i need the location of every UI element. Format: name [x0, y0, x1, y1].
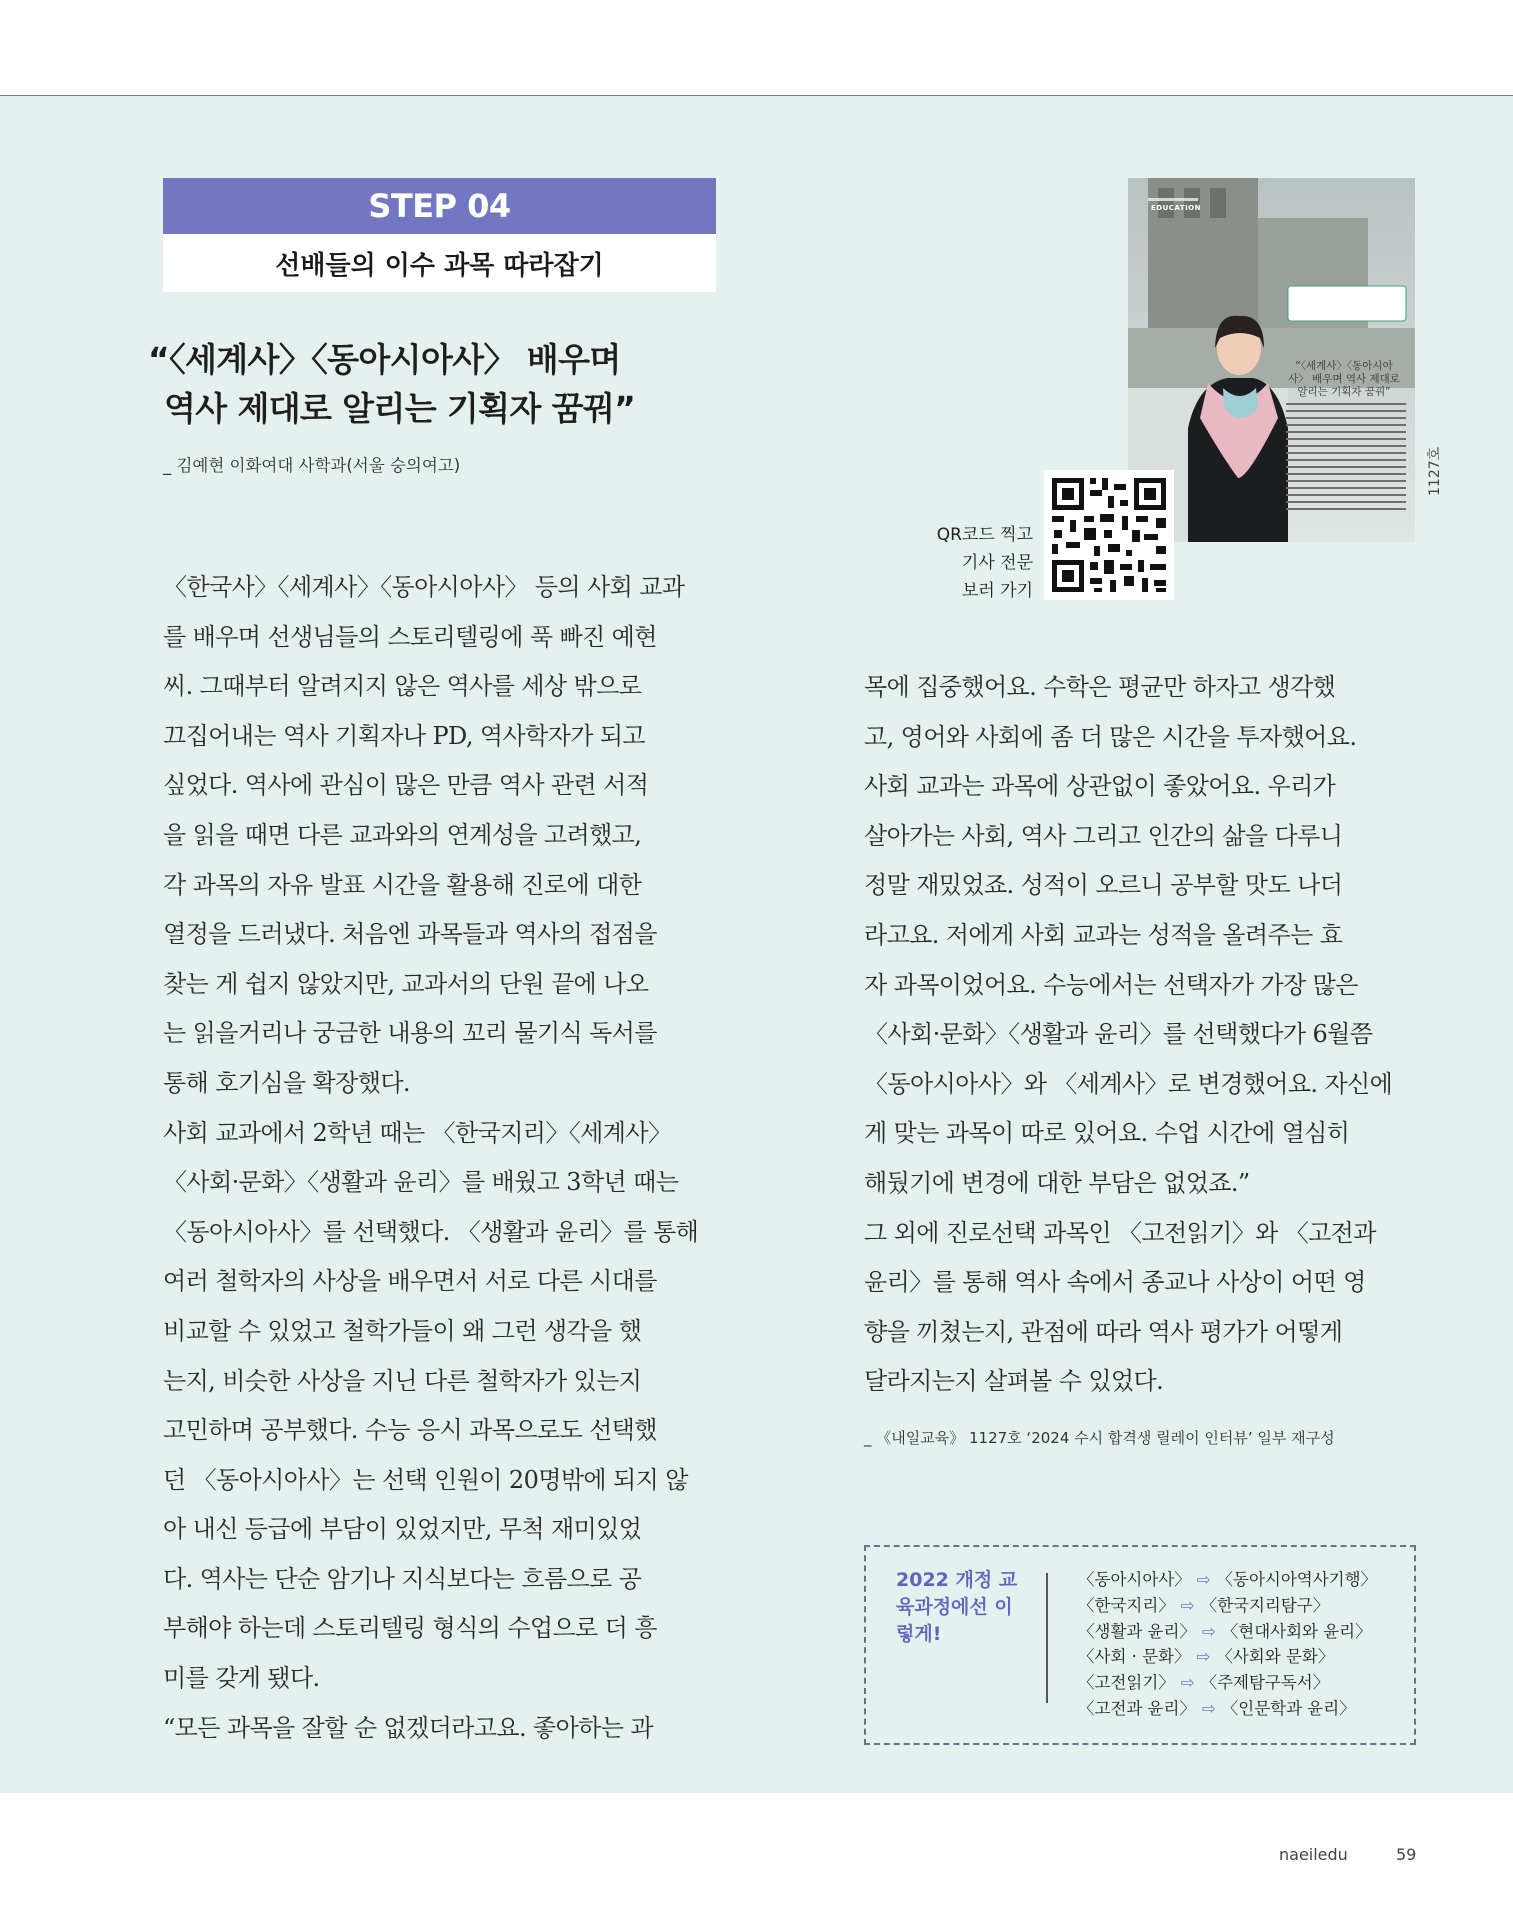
body-line: 자 과목이었어요. 수능에서는 선택자가 가장 많은 — [864, 970, 1358, 999]
body-line: 그 외에 진로선택 과목인 〈고전읽기〉와 〈고전과 — [864, 1218, 1376, 1247]
body-line: 윤리〉를 통해 역사 속에서 종교나 사상이 어떤 영 — [864, 1268, 1366, 1297]
magazine-cover-title: “〈세계사〉〈동아시아사〉 배우며 역사 제대로 알리는 기획자 꿈꿔” — [1288, 360, 1400, 398]
note-divider — [1046, 1573, 1048, 1703]
note-from: 〈동아시아사〉 — [1078, 1570, 1191, 1589]
arrow-right-icon: ⇨ — [1201, 1621, 1216, 1641]
body-line: 목에 집중했어요. 수학은 평균만 하자고 생각했 — [864, 673, 1336, 701]
qr-caption — [890, 521, 1033, 605]
note-to: 〈현대사회와 윤리〉 — [1221, 1621, 1372, 1641]
note-row — [1078, 1593, 1377, 1619]
body-line: 을 읽을 때면 다른 교과와의 연계성을 고려했고, — [163, 820, 642, 849]
body-line: “모든 과목을 잘할 순 없겠더라고요. 좋아하는 과 — [163, 1713, 653, 1742]
note-row — [1078, 1644, 1377, 1670]
qr-caption-line-3: 보러 가기 — [961, 581, 1033, 601]
body-line: 는지, 비슷한 사상을 지닌 다른 철학자가 있는지 — [163, 1366, 642, 1395]
qr-code[interactable] — [1044, 470, 1174, 600]
body-line: 싶었다. 역사에 관심이 많은 만큼 역사 관련 서적 — [163, 771, 649, 800]
arrow-right-icon: ⇨ — [1201, 1698, 1216, 1718]
body-line: 사회 교과에서 2학년 때는 〈한국지리〉〈세계사〉 — [163, 1118, 672, 1147]
note-to: 〈인문학과 윤리〉 — [1221, 1698, 1356, 1718]
qr-caption-line-1: QR코드 찍고 — [936, 525, 1033, 545]
body-line: 다. 역사는 단순 암기나 지식보다는 흐름으로 공 — [163, 1564, 642, 1593]
body-line: 열정을 드러냈다. 처음엔 과목들과 역사의 접점을 — [163, 920, 657, 949]
note-row — [1078, 1567, 1377, 1593]
body-line: 부해야 하는데 스토리텔링 형식의 수업으로 더 흥 — [163, 1614, 657, 1643]
source-credit: _ 《내일교육》 1127호 ‘2024 수시 합격생 릴레이 인터뷰’ 일부 재구성 — [864, 1429, 1335, 1447]
curriculum-note-box — [864, 1545, 1416, 1745]
arrow-right-icon: ⇨ — [1180, 1673, 1195, 1693]
body-line: 라고요. 저에게 사회 교과는 성적을 올려주는 효 — [864, 920, 1343, 949]
footer-brand: naeiledu — [1279, 1845, 1348, 1864]
body-line: 통해 호기심을 확장했다. — [163, 1068, 410, 1097]
body-line: 비교할 수 있었고 철학가들이 왜 그런 생각을 했 — [163, 1316, 642, 1345]
body-line: 아 내신 등급에 부담이 있었지만, 무척 재미있었 — [163, 1515, 642, 1544]
body-line: 해뒀기에 변경에 대한 부담은 없었죠.” — [864, 1168, 1250, 1197]
body-line: 던 〈동아시아사〉는 선택 인원이 20명밖에 되지 않 — [163, 1465, 688, 1494]
note-row — [1078, 1619, 1377, 1645]
body-line: 끄집어내는 역사 기획자나 PD, 역사학자가 되고 — [163, 721, 646, 750]
headline-line-1: “〈세계사〉〈동아시아사〉 배우며 — [148, 340, 621, 379]
qr-code-graphic — [1044, 470, 1174, 600]
note-row — [1078, 1670, 1377, 1696]
headline-line-2: 역사 제대로 알리는 기획자 꿈꿔” — [164, 389, 636, 428]
issue-tag: 1127호 — [1427, 446, 1443, 496]
step-badge: STEP 04 — [163, 178, 716, 234]
note-to: 〈사회와 문화〉 — [1216, 1647, 1335, 1667]
arrow-right-icon: ⇨ — [1196, 1647, 1211, 1667]
body-line: 찾는 게 쉽지 않았지만, 교과서의 단원 끝에 나오 — [163, 969, 649, 998]
body-line: 여러 철학자의 사상을 배우면서 서로 다른 시대를 — [163, 1267, 657, 1296]
body-line: 향을 끼쳤는지, 관점에 따라 역사 평가가 어떻게 — [864, 1317, 1343, 1346]
body-line: 미를 갖게 됐다. — [163, 1664, 320, 1693]
qr-caption-line-2: 기사 전문 — [961, 553, 1033, 573]
article-headline — [148, 335, 748, 433]
step-subtitle: 선배들의 이수 과목 따라잡기 — [163, 234, 716, 292]
magazine-section-label: EDUCATION — [1151, 204, 1201, 212]
note-from: 〈생활과 윤리〉 — [1078, 1621, 1196, 1641]
note-to: 〈동아시아역사기행〉 — [1216, 1570, 1378, 1589]
note-from: 〈고전읽기〉 — [1078, 1673, 1175, 1693]
body-line: 살아가는 사회, 역사 그리고 인간의 삶을 다루니 — [864, 821, 1343, 850]
body-line: 달라지는지 살펴볼 수 있었다. — [864, 1367, 1164, 1396]
left-column-body — [163, 563, 723, 1753]
note-to: 〈한국지리탐구〉 — [1200, 1595, 1330, 1615]
body-line: 〈한국사〉〈세계사〉〈동아시아사〉 등의 사회 교과 — [163, 573, 685, 601]
note-to: 〈주제탐구독서〉 — [1200, 1673, 1330, 1693]
body-line: 게 맞는 과목이 따로 있어요. 수업 시간에 열심히 — [864, 1119, 1350, 1148]
body-line: 씨. 그때부터 알려지지 않은 역사를 세상 밖으로 — [163, 672, 642, 701]
body-line: 고민하며 공부했다. 수능 응시 과목으로도 선택했 — [163, 1416, 657, 1445]
body-line: 고, 영어와 사회에 좀 더 많은 시간을 투자했어요. — [864, 722, 1357, 751]
body-line: 사회 교과는 과목에 상관없이 좋았어요. 우리가 — [864, 772, 1336, 801]
note-label: 2022 개정 교육과정에선 이렇게! — [896, 1569, 1018, 1645]
right-column-body — [864, 663, 1424, 1407]
byline: _ 김예현 이화여대 사학과(서울 숭의여고) — [163, 456, 461, 475]
body-line: 〈사회·문화〉〈생활과 윤리〉를 선택했다가 6월쯤 — [864, 1020, 1373, 1049]
body-line: 를 배우며 선생님들의 스토리텔링에 푹 빠진 예현 — [163, 622, 657, 651]
note-from: 〈고전과 윤리〉 — [1078, 1698, 1196, 1718]
body-line: 〈동아시아사〉를 선택했다. 〈생활과 윤리〉를 통해 — [163, 1217, 699, 1246]
note-list — [1078, 1567, 1377, 1722]
note-row — [1078, 1696, 1377, 1722]
arrow-right-icon: ⇨ — [1196, 1570, 1211, 1589]
arrow-right-icon: ⇨ — [1180, 1595, 1195, 1615]
note-from: 〈한국지리〉 — [1078, 1595, 1175, 1615]
note-from: 〈사회 · 문화〉 — [1078, 1647, 1191, 1667]
body-line: 〈동아시아사〉와 〈세계사〉로 변경했어요. 자신에 — [864, 1069, 1393, 1098]
body-line: 각 과목의 자유 발표 시간을 활용해 진로에 대한 — [163, 870, 642, 899]
body-line: 〈사회·문화〉〈생활과 윤리〉를 배웠고 3학년 때는 — [163, 1168, 679, 1197]
page-number: 59 — [1396, 1845, 1417, 1864]
step-box — [163, 178, 716, 292]
body-line: 는 읽을거리나 궁금한 내용의 꼬리 물기식 독서를 — [163, 1019, 657, 1048]
body-line: 정말 재밌었죠. 성적이 오르니 공부할 맛도 나더 — [864, 871, 1343, 900]
